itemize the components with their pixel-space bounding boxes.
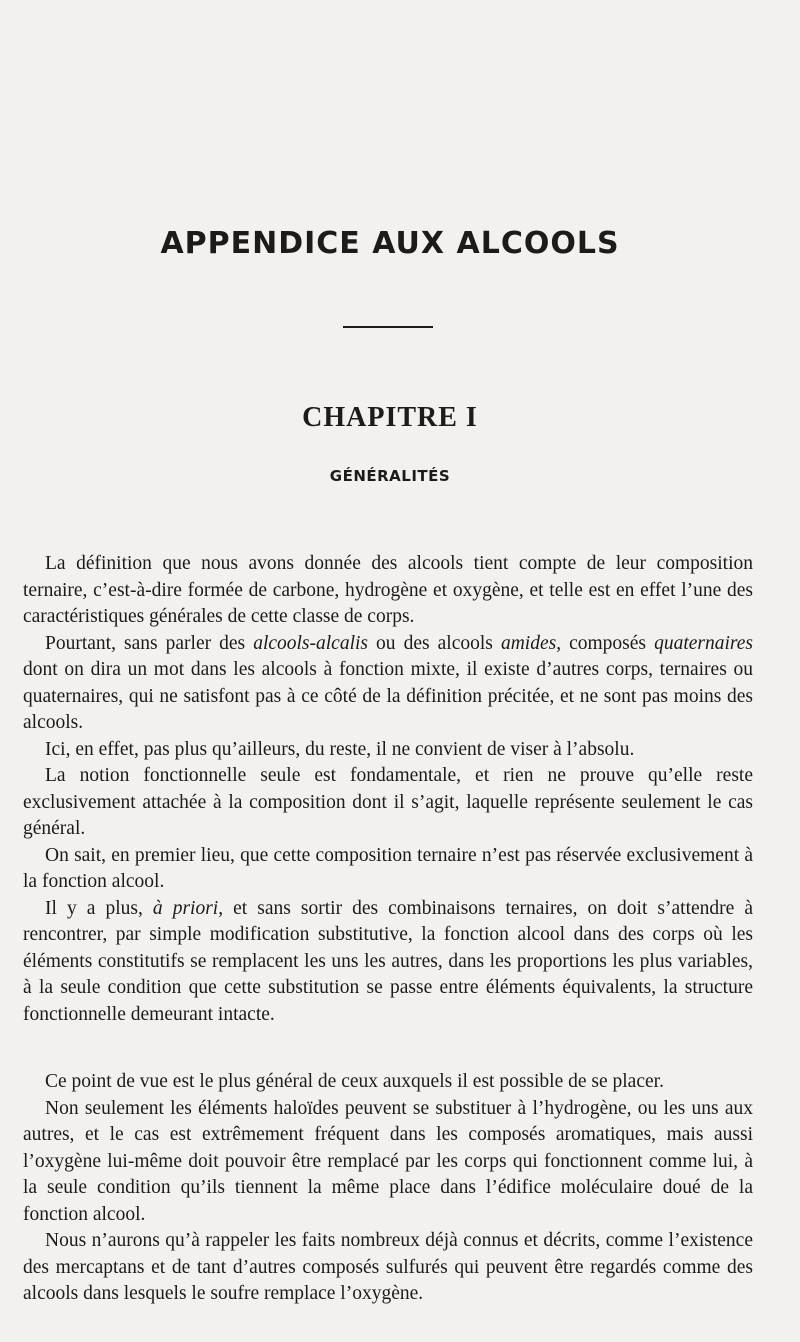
section-heading: GÉNÉRALITÉS xyxy=(329,467,451,485)
body-text-block-2 xyxy=(23,1069,753,1308)
chapter-heading: CHAPITRE I xyxy=(302,402,478,433)
paragraph: On sait, en premier lieu, que cette composition ternaire n’est pas réservée exclusivement à la fonction alcool. xyxy=(23,844,753,892)
title-divider xyxy=(343,326,433,328)
italic-term: à priori xyxy=(152,897,219,919)
body-text-block-1 xyxy=(23,551,753,1028)
paragraph: La définition que nous avons donnée des alcools tient compte de leur composition ternaire, c’est-à-dire formée de carbone, hydrogène et oxygène, et telle est en effet l’une des caractéristiques générales de cette classe de corps. xyxy=(23,553,753,627)
italic-term: amides xyxy=(500,632,557,654)
paragraph: Ce point de vue est le plus général de ceux auxquels il est possible de se placer. xyxy=(45,1071,664,1092)
paragraph: La notion fonctionnelle seule est fondamentale, et rien ne prouve qu’elle reste exclusivement attachée à la composition dont il s’agit, laquelle représente seulement le cas général. xyxy=(23,765,753,839)
paragraph: Nous n’aurons qu’à rappeler les faits nombreux déjà connus et décrits, comme l’existence des mercaptans et de tant d’autres composés sulfurés qui peuvent être regardés comme des alcools dans lesquels le soufre remplace l’oxygène. xyxy=(23,1230,753,1304)
paragraph: Pourtant, sans parler des alcools-alcalis ou des alcools amides, composés quaternaires dont on dira un mot dans les alcools à fonction mixte, il existe d’autres corps, ternaires ou quaternaires, qui ne satisfont pas à ce côté de la définition précitée, et ne sont pas moins des alcools. xyxy=(23,632,754,733)
appendix-title: APPENDICE AUX ALCOOLS xyxy=(160,226,620,261)
italic-term: alcools-alcalis xyxy=(253,632,369,654)
italic-term: quaternaires xyxy=(654,632,754,654)
paragraph: Ici, en effet, pas plus qu’ailleurs, du reste, il ne convient de viser à l’absolu. xyxy=(45,738,635,760)
paragraph: Non seulement les éléments haloïdes peuvent se substituer à l’hydrogène, ou les uns aux autres, et le cas est extrêmement fréquent dans les composés aromatiques, mais aussi l’oxygène lui-même doit pouvoir être remplacé par les corps qui fonctionnent comme lui, à la seule condition qu’ils tiennent la même place dans l’édifice moléculaire doué de la fonction alcool. xyxy=(23,1097,753,1225)
paragraph: Il y a plus, à priori, et sans sortir des combinaisons ternaires, on doit s’attendre à rencontrer, par simple modification substitutive, la fonction alcool dans des corps où les éléments constitutifs se remplacent les uns les autres, dans les proportions les plus variables, à la seule condition que cette substitution se passe entre éléments équivalents, la structure fonctionnelle demeurant intacte. xyxy=(23,897,754,1025)
